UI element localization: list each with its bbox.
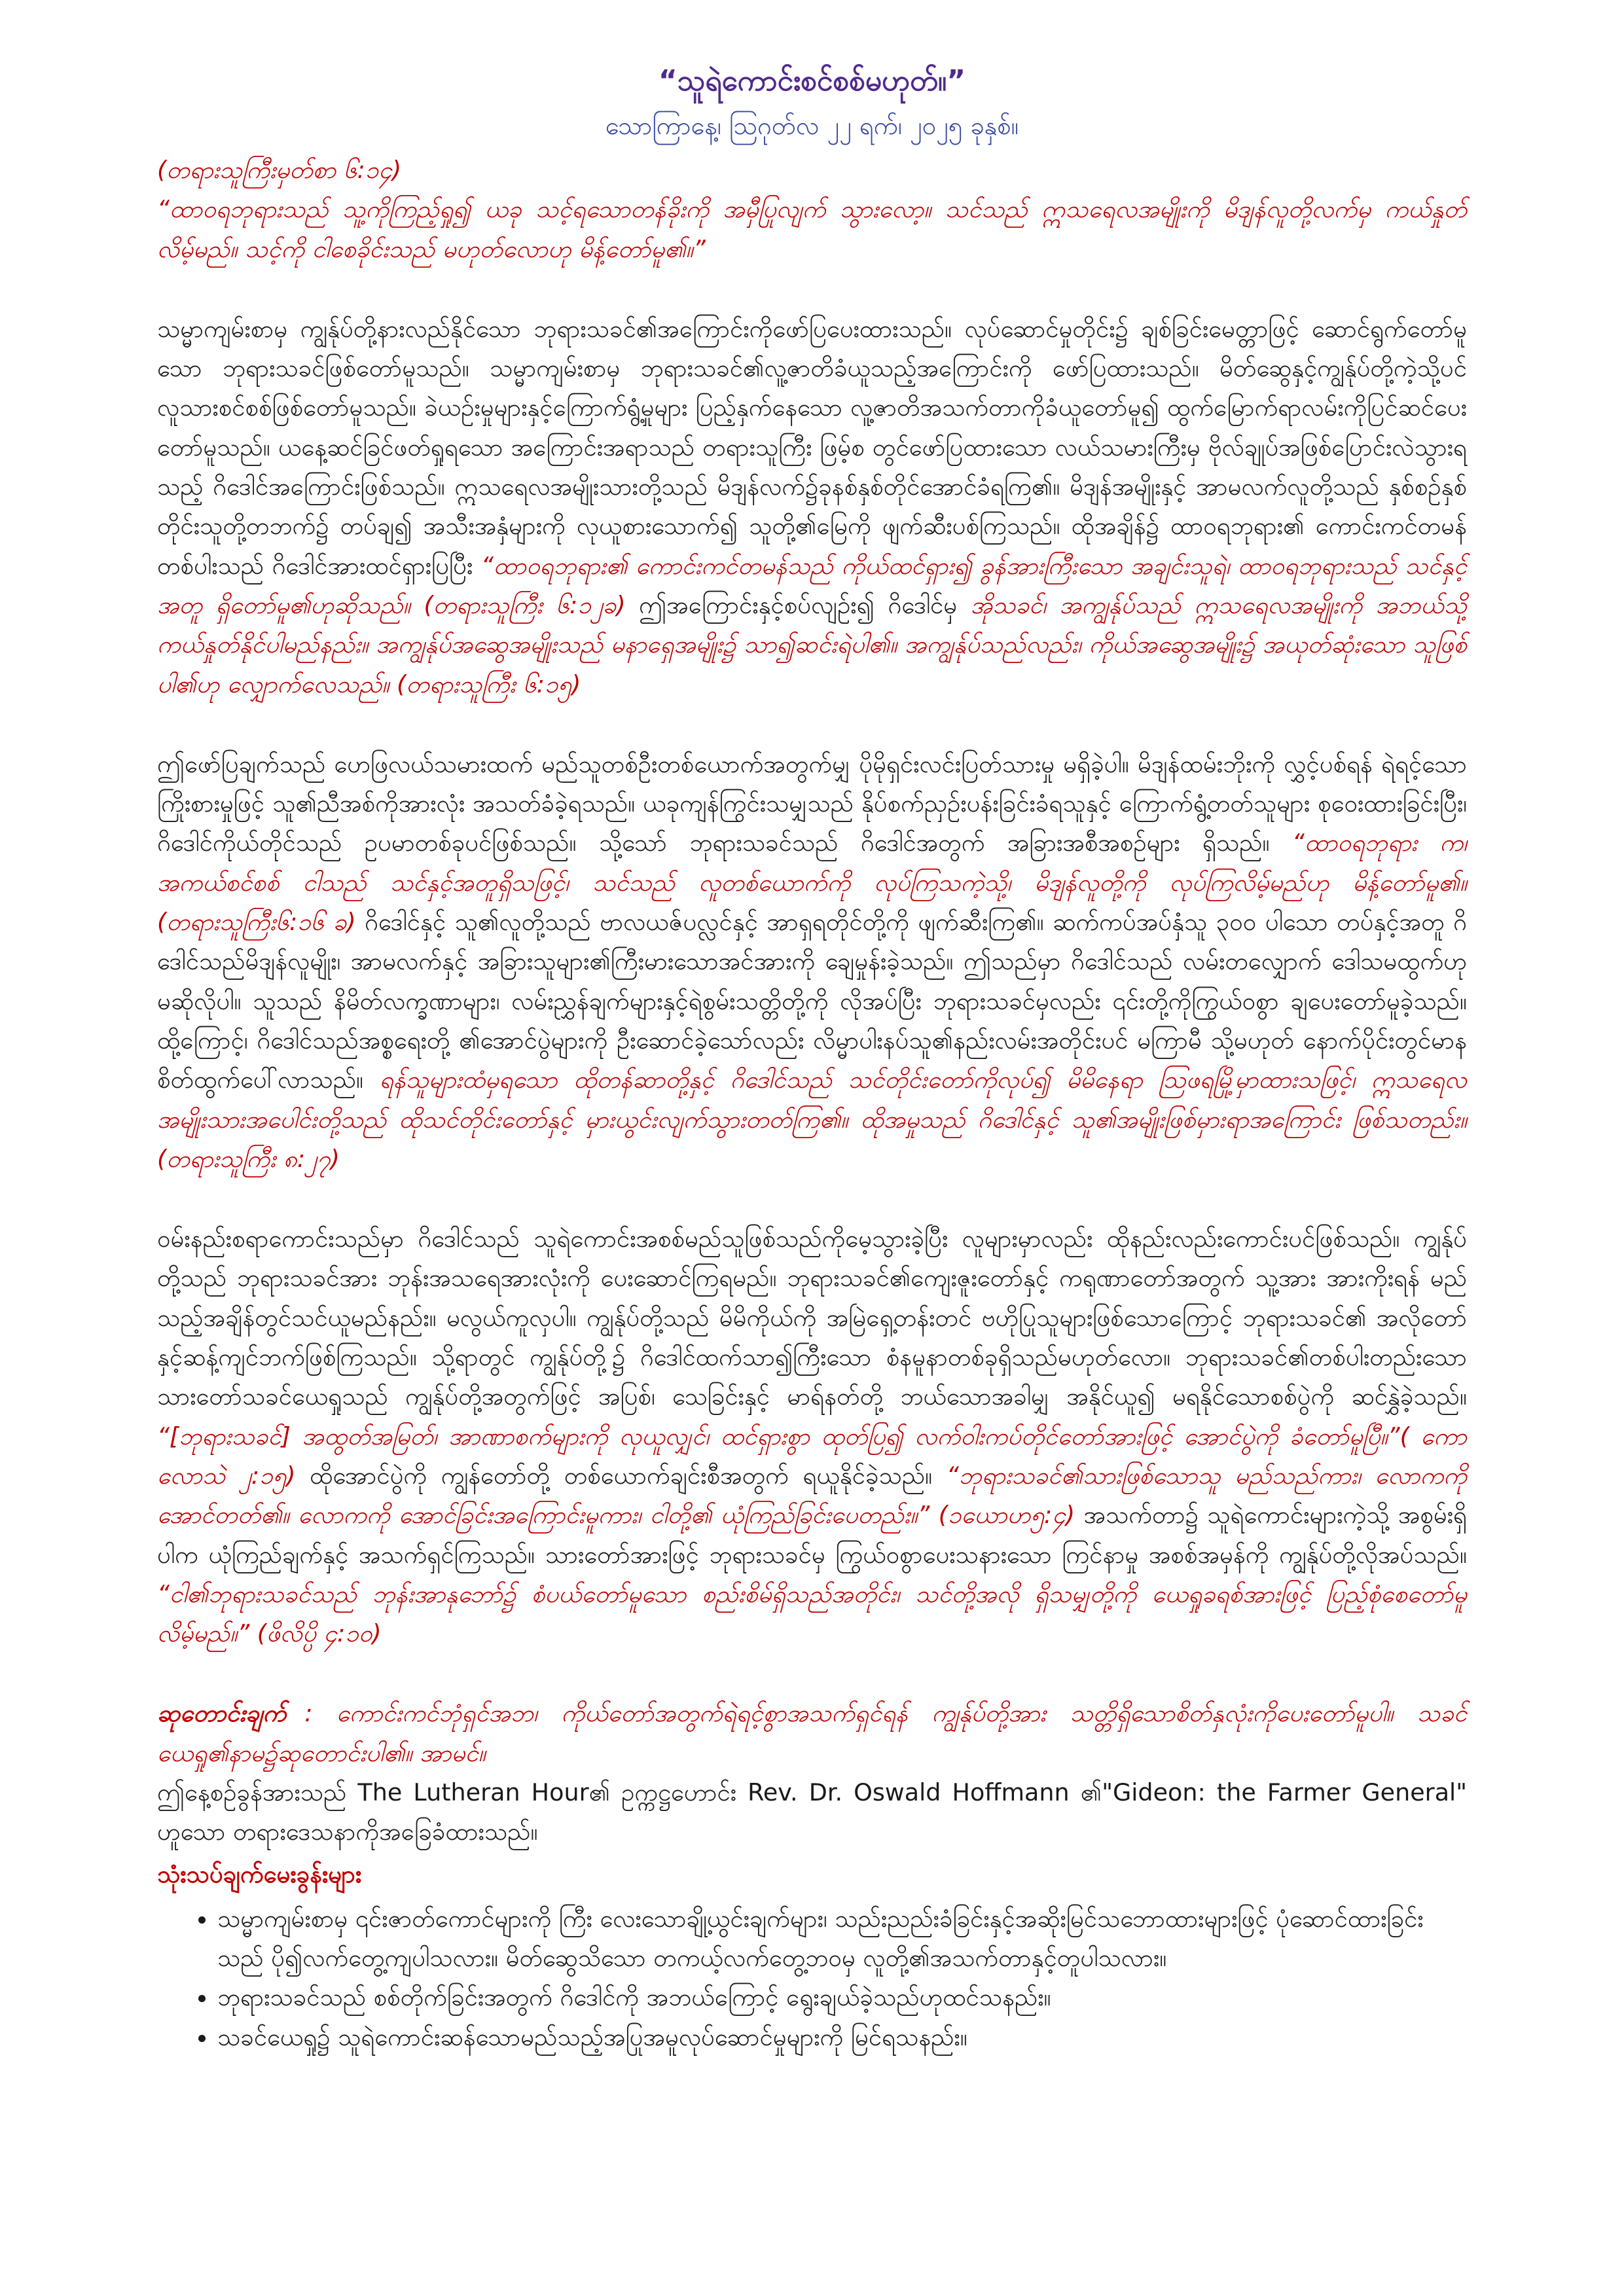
questions-list [157,1899,1467,2057]
scripture-quote: “ငါ၏ဘုရားသခင်သည် ဘုန်းအာနုဘော်၌ စံပယ်တော်မူသော စည်းစိမ်ရှိသည်အတိုင်း၊ သင်တို့အလို ရှိသမျှတို့ကို ယေရှုခရစ်အားဖြင့် ပြည့်စုံစေတော်မူလိမ့်မည်။” (ဖိလိပ္ပိ ၄:၁၀) [157,1579,1467,1648]
spacer [157,1179,1467,1219]
scripture-quote: ရန်သူများထံမှရသော ထိုတန်ဆာတို့နှင့် ဂိဒေါင်သည် သင်တိုင်းတော်ကိုလုပ်၍ မိမိနေရာ ဩဖရမြို့မှာထားသဖြင့်၊ ဣသရေလအမျိုးသားအပေါင်းတို့သည် ထိုသင်တိုင်းတော်နှင့် မှားယွင်းလျက်သွားတတ်ကြ၏။ ထိုအမှုသည် ဂိဒေါင်နှင့် သူ၏အမျိုးဖြစ်မှားရာအကြောင်း ဖြစ်သတည်း။ (တရားသူကြီး ၈:၂၇) [157,1066,1467,1173]
paragraph-1-text: ဤအကြောင်းနှင့်စပ်လျဥ်း၍ ဂိဒေါင်မှ [625,590,971,619]
prayer-text: : ကောင်းကင်ဘုံရှင်အဘ၊ ကိုယ်တော်အတွက်ရဲရင့်စွာအသက်ရှင်ရန် ကျွန်ုပ်တို့အား သတ္တိရှိသောစိတ်နှလုံးကိုပေးတော်မူပါ။ သခင်ယေရှု၏နာမ၌ဆုတောင်းပါ၏။ အာမင်။ [157,1699,1467,1767]
prayer [157,1694,1467,1773]
opening-quote: “ထာဝရဘုရားသည် သူ့ကိုကြည့်ရှု၍ ယခု သင့်ရသောတန်ခိုးကို အမှီပြုလျက် သွားလော့။ သင်သည် ဣသရေလအမျိုးကို မိဒျန်လူတို့လက်မှ ကယ်နှုတ်လိမ့်မည်။ သင့်ကို ငါစေခိုင်းသည် မဟုတ်လောဟု မိန့်တော်မူ၏။” [157,195,1467,263]
paragraph-3-text: ထိုအောင်ပွဲကို ကျွန်တော်တို့ တစ်ယောက်ချင်းစီအတွက် ရယူနိုင်ခဲ့သည်။ [295,1461,947,1490]
paragraph-3 [157,1219,1467,1653]
questions-title: သုံးသပ်ချက်မေးခွန်းများ [157,1859,362,1888]
scripture-quote: “ထာဝရဘုရား က၊ အကယ်စင်စစ် ငါသည် သင်နှင့်အတူရှိသဖြင့်၊ သင်သည် လူတစ်ယောက်ကို လုပ်ကြသကဲ့သို့၊ မိဒျန်လူတို့ကို လုပ်ကြလိမ့်မည်ဟု မိန့်တော်မူ၏။ (တရားသူကြီး၆:၁၆ ခ) [157,829,1467,937]
opening-reference: (တရားသူကြီးမှတ်စာ ၆:၁၄) [157,156,402,184]
spacer [157,269,1467,310]
paragraph-2 [157,745,1467,1179]
dateline: သောကြာနေ့၊ ဩဂုတ်လ ၂၂ ရက်၊ ၂၀၂၅ ခုနှစ်။ [605,111,1019,140]
question-item: • ဘုရားသခင်သည် စစ်တိုက်ခြင်းအတွက် ဂိဒေါင်ကို အဘယ်ကြောင့် ရွေးချယ်ခဲ့သည်ဟုထင်သနည်း။ [217,1978,1467,2017]
paragraph-3-text: ဝမ်းနည်းစရာကောင်းသည်မှာ ဂိဒေါင်သည် သူရဲကောင်းအစစ်မည်သူဖြစ်သည်ကိုမေ့သွားခဲ့ပြီး လူများမှာလည်း ထိုနည်းလည်းကောင်းပင်ဖြစ်သည်။ ကျွန်ုပ်တို့သည် ဘုရားသခင်အား ဘုန်းအသရေအားလုံးကို ပေးဆောင်ကြရမည်။ ဘုရားသခင်၏ကျေးဇူးတော်နှင့် ကရုဏာတော်အတွက် သူ့အား အားကိုးရန် မည်သည့်အချိန်တွင်သင်ယူမည်နည်း။ မလွယ်ကူလှပါ။ ကျွန်ုပ်တို့သည် မိမိကိုယ်ကို အမြဲရှေ့တန်းတင် ဗဟိုပြုသူများဖြစ်သောကြောင့် ဘုရားသခင်၏ အလိုတော်နှင့်ဆန့်ကျင်ဘက်ဖြစ်ကြသည်။ သို့ရာတွင် ကျွန်ုပ်တို့၌ ဂိဒေါင်ထက်သာ၍ကြီးသော စံနမူနာတစ်ခုရှိသည်မဟုတ်လော။ ဘုရားသခင်၏တစ်ပါးတည်းသောသားတော်သခင်ယေရှုသည် ကျွန်ုပ်တို့အတွက်ဖြင့် အပြစ်၊ သေခြင်းနှင့် မာရ်နတ်တို့ ဘယ်သောအခါမျှ အနိုင်ယူ၍ မရနိုင်သောစစ်ပွဲကို ဆင်နွှဲခဲ့သည်။ [157,1225,1467,1411]
scripture-quote: “ဘုရားသခင်၏သားဖြစ်သောသူ မည်သည်ကား၊ လောကကို အောင်တတ်၏။ လောကကို အောင်ခြင်းအကြောင်းမူကား၊ ငါတို့၏ ယုံကြည်ခြင်းပေတည်း။” (၁ယောဟ၅:၄) [157,1461,1467,1530]
scripture-quote: “ထာဝရဘုရား၏ ကောင်းကင်တမန်သည် ကိုယ်ထင်ရှား၍ ခွန်အားကြီးသော အချင်းသူရဲ၊ ထာဝရဘုရားသည် သင်နှင့်အတူ ရှိတော်မူ၏ဟုဆိုသည်။ (တရားသူကြီး ၆:၁၂ခ) [157,551,1467,619]
paragraph-1 [157,310,1467,704]
spacer [157,1653,1467,1694]
page-title: “သူရဲကောင်းစင်စစ်မဟုတ်။” [658,64,966,98]
scripture-quote: အိုသခင်၊ အကျွန်ုပ်သည် ဣသရေလအမျိုးကို အဘယ်သို့ ကယ်နှုတ်နိုင်ပါမည်နည်း။ အကျွန်ုပ်အဆွေအမျိုးသည် မနာရှေအမျိုး၌ သာ၍ဆင်းရဲပါ၏။ အကျွန်ုပ်သည်လည်း၊ ကိုယ်အဆွေအမျိုး၌ အယုတ်ဆုံးသော သူဖြစ်ပါ၏ဟု လျှောက်လေသည်။ (တရားသူကြီး ၆:၁၅) [157,590,1468,698]
scripture-quote: “[ဘုရားသခင်] အထွတ်အမြတ်၊ အာဏာစက်များကို လုယူလျှင်၊ ထင်ရှားစွာ ထုတ်ပြ၍ လက်ဝါးကပ်တိုင်တော်အားဖြင့် အောင်ပွဲကို ခံတော်မူပြီ။”( ကောလောသဲ ၂:၁၅) [157,1422,1467,1490]
paragraph-3-text: အသက်တာ၌ သူရဲကောင်းများကဲ့သို့ အစွမ်းရှိပါက ယုံကြည်ချက်နှင့် အသက်ရှင်ကြသည်။ သားတော်အားဖြင့် ဘုရားသခင်မှ ကြွယ်ဝစွာပေးသနားသော ကြင်နာမှု အစစ်အမှန်ကို ကျွန်ုပ်တို့လိုအပ်သည်။ [157,1501,1467,1569]
spacer [157,704,1467,745]
paragraph-2-text: ဂိဒေါင်နှင့် သူ၏လူတို့သည် ဗာလယဇ်ပလ္လင်နှင့် အာရှရတိုင်တို့ကို ဖျက်ဆီးကြ၏။ ဆက်ကပ်အပ်နှံသူ ၃၀၀ ပါသော တပ်နှင့်အတူ ဂိဒေါင်သည်မိဒျန်လူမျိုး၊ အာမလက်နှင့် အခြားသူများ၏ကြီးမားသောအင်အားကို ချေမှုန်းခဲ့သည်။ ဤသည်မှာ ဂိဒေါင်သည် လမ်းတလျှောက် ဒေါသမထွက်ဟု မဆိုလိုပါ။ သူသည် နိမိတ်လက္ခဏာများ၊ လမ်းညွှန်ချက်များနှင့်ရဲစွမ်းသတ္တိတို့ကို လိုအပ်ပြီး ဘုရားသခင်မှလည်း ၎င်းတို့ကိုကြွယ်ဝစွာ ချပေးတော်မူခဲ့သည်။ ထို့ကြောင့်၊ ဂိဒေါင်သည်အစ္စရေးတို့ ၏အောင်ပွဲများကို ဦးဆောင်ခဲ့သော်လည်း လိမ္မာပါးနပ်သူ၏နည်းလမ်းအတိုင်းပင် မကြာမီ သို့မဟုတ် နောက်ပိုင်းတွင်မာနစိတ်ထွက်ပေါ်လာသည်။ [157,908,1468,1094]
prayer-label: ဆုတောင်းချက် [157,1699,287,1728]
paragraph-1-text: သမ္မာကျမ်းစာမှ ကျွန်ုပ်တို့နားလည်နိုင်သော ဘုရားသခင်၏အကြောင်းကိုဖော်ပြပေးထားသည်။ လုပ်ဆောင်မှုတိုင်း၌ ချစ်ခြင်းမေတ္တာဖြင့် ဆောင်ရွက်တော်မူသော ဘုရားသခင်ဖြစ်တော်မူသည်။ သမ္မာကျမ်းစာမှ ဘုရားသခင်၏လူ့ဇာတိခံယူသည့်အကြောင်းကို ဖော်ပြထားသည်။ မိတ်ဆွေနှင့်ကျွန်ုပ်တို့ကဲ့သို့ပင် လူသားစင်စစ်ဖြစ်တော်မူသည်။ ခဲယဉ်းမှုများနှင့်ကြောက်ရွံ့မှုများ ပြည့်နှက်နေသော လူ့ဇာတိအသက်တာကိုခံယူတော်မူ၍ ထွက်မြောက်ရာလမ်းကိုပြင်ဆင်ပေးတော်မူသည်။ ယနေ့ဆင်ခြင်ဖတ်ရှုရသော အကြောင်းအရာသည် တရားသူကြီး ဖြမ့်စ တွင်ဖော်ပြထားသော လယ်သမားကြီးမှ ဗိုလ်ချုပ်အဖြစ်ပြောင်းလဲသွားရသည့် ဂိဒေါင်အကြောင်းဖြစ်သည်။ ဣသရေလအမျိုးသားတို့သည် မိဒျန်လက်၌ခုနစ်နှစ်တိုင်အောင်ခံရကြ၏။ မိဒျန်အမျိုးနှင့် အာမလက်လူတို့သည် နှစ်စဉ်နှစ်တိုင်းသူတို့တဘက်၌ တပ်ချ၍ အသီးအနှံများကို လုယူစားသောက်၍ သူတို့၏မြေကို ဖျက်ဆီးပစ်ကြသည်။ ထိုအချိန်၌ ထာဝရဘုရား၏ ကောင်းကင်တမန်တစ်ပါးသည် ဂိဒေါင်အားထင်ရှားပြပြီး [157,314,1467,580]
question-item: • သမ္မာကျမ်းစာမှ ၎င်းဇာတ်ကောင်များကို ကြီး လေးသောချို့ယွင်းချက်များ၊ သည်းညည်းခံခြင်းနှင့်အဆိုးမြင်သဘောထားများဖြင့် ပုံဆောင်ထားခြင်းသည် ပို၍လက်တွေ့ကျပါသလား။ မိတ်ဆွေသိသော တကယ့်လက်တွေ့ဘဝမှ လူတို့၏အသက်တာနှင့်တူပါသလား။ [217,1899,1467,1979]
paragraph-2-text: ဤဖော်ပြချက်သည် ဟေဖြလယ်သမားထက် မည်သူတစ်ဦးတစ်ယောက်အတွက်မျှ ပိုမိုရှင်းလင်းပြတ်သားမှု မရှိခဲ့ပါ။ မိဒျန်ထမ်းဘိုးကို လွှင့်ပစ်ရန် ရဲရင့်သောကြိုးစားမှုဖြင့် သူ၏ညီအစ်ကိုအားလုံး အသတ်ခံခဲ့ရသည်။ ယခုကျန်ကြွင်းသမျှသည် နိုပ်စက်ညှဉ်းပန်းခြင်းခံရသူနှင့် ကြောက်ရွံ့တတ်သူများ စုဝေးထားခြင်းပြီး၊ ဂိဒေါင်ကိုယ်တိုင်သည် ဥပမာတစ်ခုပင်ဖြစ်သည်။ သို့သော် ဘုရားသခင်သည် ဂိဒေါင်အတွက် အခြားအစီအစဉ်များ ရှိသည်။ [157,749,1467,857]
question-item: • သခင်ယေရှု၌ သူရဲကောင်းဆန်သောမည်သည့်အပြုအမူလုပ်ဆောင်မှုများကို မြင်ရသနည်း။ [217,2018,1467,2057]
source-note: ဤနေ့စဥ်ခွန်အားသည် The Lutheran Hour၏ ဥက္ကဋ္ဌဟောင်း Rev. Dr. Oswald Hoffmann ၏"Gideon: the Farmer General" ဟူသော တရားဒေသနာကိုအခြေခံထားသည်။ [157,1778,1467,1846]
